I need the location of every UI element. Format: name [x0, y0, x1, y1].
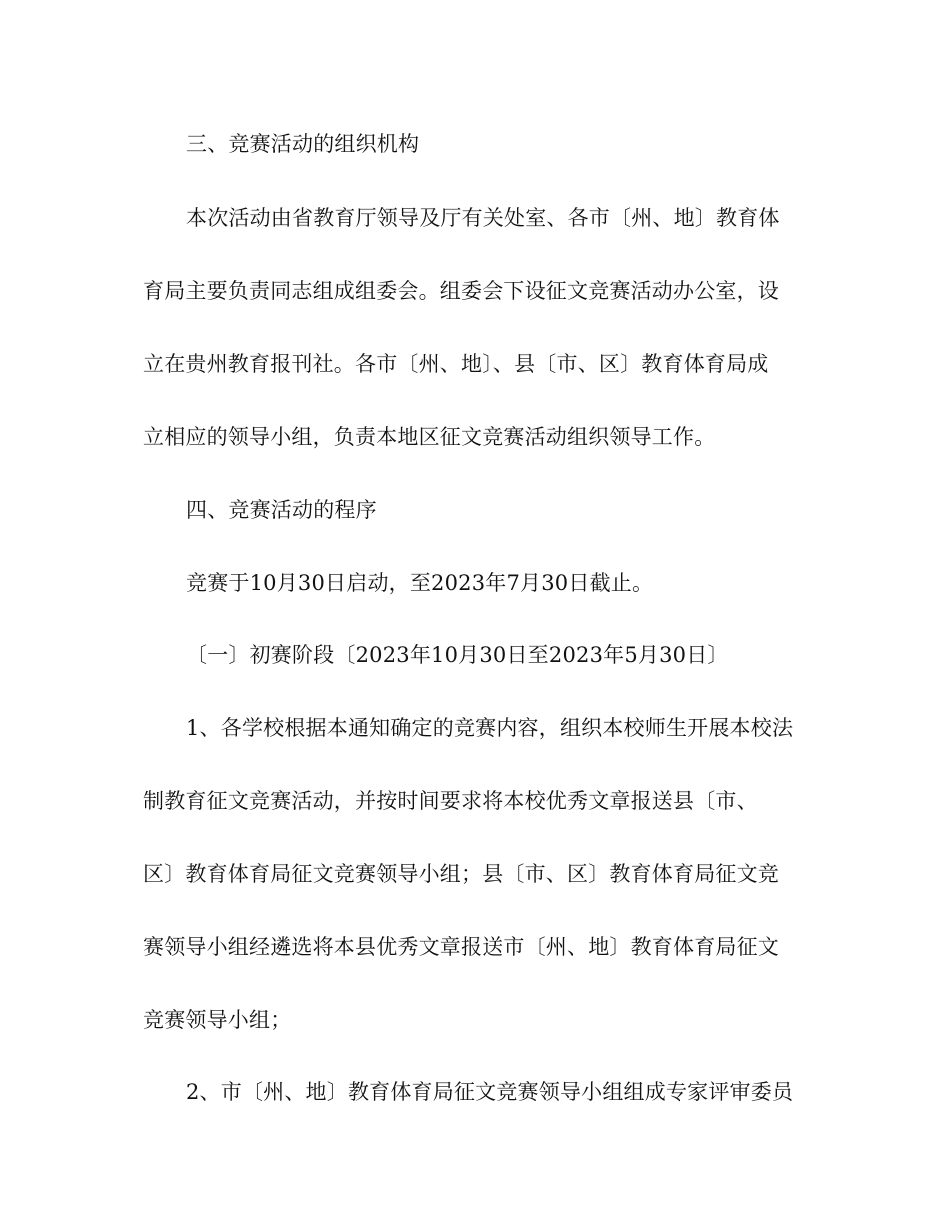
paragraph-line: 2、市〔州、地〕教育体育局征文竞赛领导小组组成专家评审委员	[186, 1080, 794, 1104]
paragraph-line: 立相应的领导小组，负责本地区征文竞赛活动组织领导工作。	[143, 425, 716, 449]
paragraph-line: 本次活动由省教育厅领导及厅有关处室、各市〔州、地〕教育体	[186, 206, 780, 230]
paragraph-line: 竞赛于10月30日启动，至2023年7月30日截止。	[186, 571, 654, 595]
section-heading-3: 三、竞赛活动的组织机构	[186, 132, 420, 156]
paragraph-line: 制教育征文竞赛活动，并按时间要求将本校优秀文章报送县〔市、	[143, 789, 758, 813]
paragraph-line: 立在贵州教育报刊社。各市〔州、地〕、县〔市、区〕教育体育局成	[143, 352, 769, 376]
subsection-heading: 〔一〕初赛阶段〔2023年10月30日至2023年5月30日〕	[186, 643, 729, 667]
section-heading-4: 四、竞赛活动的程序	[186, 498, 377, 522]
paragraph-line: 赛领导小组经遴选将本县优秀文章报送市〔州、地〕教育体育局征文	[143, 935, 779, 959]
paragraph-line: 竞赛领导小组；	[143, 1008, 292, 1032]
paragraph-line: 区〕教育体育局征文竞赛领导小组；县〔市、区〕教育体育局征文竞	[143, 862, 779, 886]
paragraph-line: 育局主要负责同志组成组委会。组委会下设征文竞赛活动办公室，设	[143, 279, 779, 303]
paragraph-line: 1、各学校根据本通知确定的竞赛内容，组织本校师生开展本校法	[186, 716, 794, 740]
